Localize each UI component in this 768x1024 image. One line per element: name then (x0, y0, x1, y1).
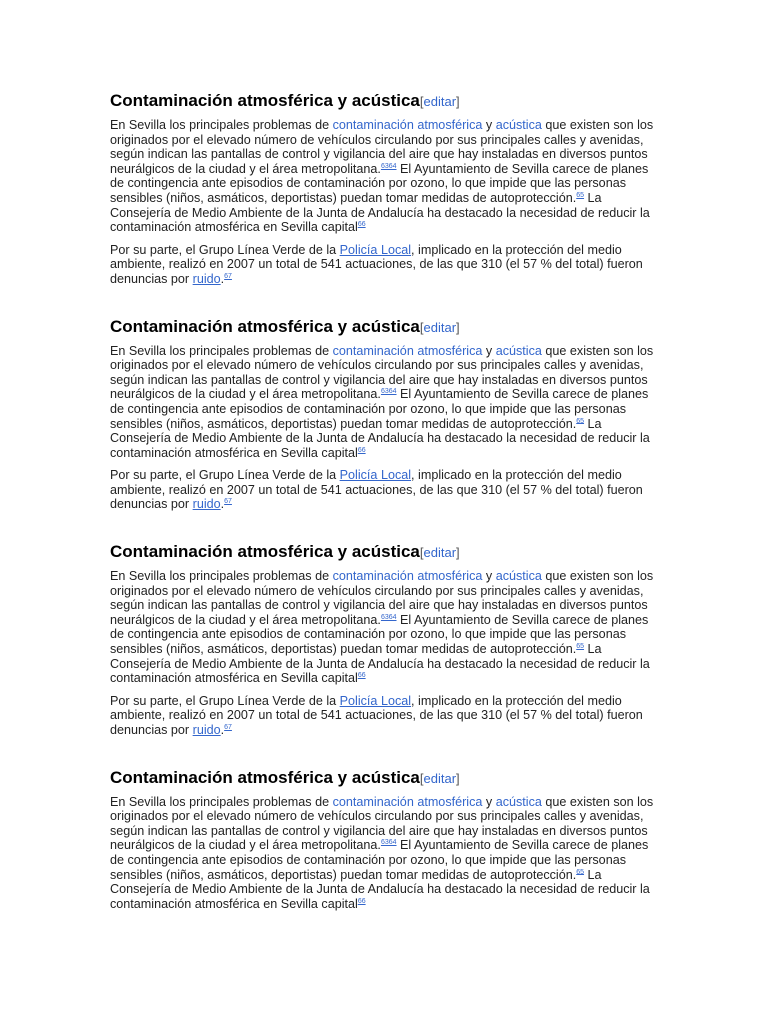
section-title: Contaminación atmosférica y acústica (110, 542, 420, 562)
link-acustica[interactable]: acústica (495, 343, 542, 358)
link-contaminacion-atmosferica[interactable]: contaminación atmosférica (332, 794, 483, 809)
section-heading (110, 541, 662, 563)
reference-marker (358, 672, 366, 679)
link-acustica[interactable]: acústica (495, 118, 542, 132)
paragraph: Por su parte, el Grupo Línea Verde de la Policía Local, implicado en la protección del medio ambiente, realizó en 2007 un total de 541 actuaciones, de las que 310 (el 57 % del total) fueron denuncias por ruido.$^{67}$ (110, 468, 643, 512)
edit-link[interactable]: editar (423, 94, 457, 109)
edit-section: [editar] (419, 770, 460, 786)
section-title: Contaminación atmosférica y acústica (110, 91, 420, 110)
paragraph: En Sevilla los principales problemas de contaminación atmosférica y acústica que existen son los originados por el elevado número de vehículos circulando por sus principales calles y avenidas, según indican las pantallas de control y vigilancia del aire que hay instaladas en diversos puntos neurálgicos de la ciudad y el área metropolitana.$^{6364}$ El Ayuntamiento de Sevilla carece de planes de contingencia ante episodios de contaminación por ozono, lo que impide que las personas sensibles (niños, asmáticos, deportistas) puedan tomar medidas de autoprotección.$^{65}$ La Consejería de Medio Ambiente de la Junta de Andalucía ha destacado la necesidad de reducir la contaminación atmosférica en Sevilla capital$^{66}$ (110, 118, 654, 235)
edit-link[interactable]: editar (423, 770, 457, 786)
link-ruido[interactable]: ruido (192, 271, 221, 286)
reference-link[interactable]: 67 (224, 498, 232, 506)
reference-link[interactable]: 66 (357, 897, 366, 905)
section-heading (110, 90, 662, 112)
reference-marker (358, 447, 366, 454)
link-ruido[interactable]: ruido (192, 497, 221, 512)
section-title: Contaminación atmosférica y acústica (110, 316, 420, 336)
reference-link[interactable]: 6364 (380, 613, 397, 621)
reference-marker (224, 498, 232, 505)
paragraph: En Sevilla los principales problemas de contaminación atmosférica y acústica que existen son los originados por el elevado número de vehículos circulando por sus principales calles y avenidas, según indican las pantallas de control y vigilancia del aire que hay instaladas en diversos puntos neurálgicos de la ciudad y el área metropolitana.$^{6364}$ El Ayuntamiento de Sevilla carece de planes de contingencia ante episodios de contaminación por ozono, lo que impide que las personas sensibles (niños, asmáticos, deportistas) puedan tomar medidas de autoprotección.$^{65}$ La Consejería de Medio Ambiente de la Junta de Andalucía ha destacado la necesidad de reducir la contaminación atmosférica en Sevilla capital$^{66}$ (110, 794, 654, 911)
reference-marker (576, 192, 584, 199)
reference-link[interactable]: 67 (224, 272, 232, 280)
reference-marker (381, 614, 397, 621)
article-body (110, 90, 662, 940)
link-policia-local[interactable]: Policía Local (339, 693, 412, 708)
article-section (110, 90, 662, 287)
paragraph: En Sevilla los principales problemas de contaminación atmosférica y acústica que existen son los originados por el elevado número de vehículos circulando por sus principales calles y avenidas, según indican las pantallas de control y vigilancia del aire que hay instaladas en diversos puntos neurálgicos de la ciudad y el área metropolitana.$^{6364}$ El Ayuntamiento de Sevilla carece de planes de contingencia ante episodios de contaminación por ozono, lo que impide que las personas sensibles (niños, asmáticos, deportistas) puedan tomar medidas de autoprotección.$^{65}$ La Consejería de Medio Ambiente de la Junta de Andalucía ha destacado la necesidad de reducir la contaminación atmosférica en Sevilla capital$^{66}$ (110, 569, 654, 686)
reference-link[interactable]: 66 (357, 672, 366, 680)
reference-marker (358, 221, 366, 228)
article-section (110, 767, 662, 912)
reference-link[interactable]: 65 (576, 868, 585, 876)
reference-marker (576, 643, 584, 650)
link-contaminacion-atmosferica[interactable]: contaminación atmosférica (332, 118, 483, 132)
link-policia-local[interactable]: Policía Local (339, 242, 412, 257)
reference-link[interactable]: 66 (357, 446, 366, 454)
paragraph: En Sevilla los principales problemas de contaminación atmosférica y acústica que existen son los originados por el elevado número de vehículos circulando por sus principales calles y avenidas, según indican las pantallas de control y vigilancia del aire que hay instaladas en diversos puntos neurálgicos de la ciudad y el área metropolitana.$^{6364}$ El Ayuntamiento de Sevilla carece de planes de contingencia ante episodios de contaminación por ozono, lo que impide que las personas sensibles (niños, asmáticos, deportistas) puedan tomar medidas de autoprotección.$^{65}$ La Consejería de Medio Ambiente de la Junta de Andalucía ha destacado la necesidad de reducir la contaminación atmosférica en Sevilla capital$^{66}$ (110, 343, 654, 460)
reference-link[interactable]: 65 (576, 642, 585, 650)
article-section (110, 316, 662, 513)
section-title: Contaminación atmosférica y acústica (110, 767, 420, 787)
reference-marker (381, 388, 397, 395)
edit-section: [editar] (419, 545, 460, 561)
link-contaminacion-atmosferica[interactable]: contaminación atmosférica (332, 343, 483, 358)
reference-link[interactable]: 65 (576, 417, 585, 425)
reference-link[interactable]: 6364 (380, 839, 397, 847)
link-acustica[interactable]: acústica (495, 569, 542, 584)
reference-marker (358, 898, 366, 905)
reference-marker (224, 724, 232, 731)
edit-section: [editar] (419, 94, 460, 109)
section-heading (110, 767, 662, 789)
reference-marker (576, 868, 584, 875)
reference-link[interactable]: 6364 (380, 162, 397, 170)
article-section (110, 541, 662, 738)
edit-link[interactable]: editar (423, 545, 457, 561)
reference-link[interactable]: 6364 (380, 388, 397, 396)
paragraph: Por su parte, el Grupo Línea Verde de la Policía Local, implicado en la protección del medio ambiente, realizó en 2007 un total de 541 actuaciones, de las que 310 (el 57 % del total) fueron denuncias por ruido.$^{67}$ (110, 242, 643, 286)
reference-marker (576, 417, 584, 424)
link-policia-local[interactable]: Policía Local (339, 468, 412, 483)
edit-section: [editar] (419, 319, 460, 335)
reference-marker (381, 839, 397, 846)
link-acustica[interactable]: acústica (495, 794, 542, 809)
reference-link[interactable]: 65 (576, 191, 585, 199)
edit-link[interactable]: editar (423, 319, 457, 335)
paragraph: Por su parte, el Grupo Línea Verde de la Policía Local, implicado en la protección del medio ambiente, realizó en 2007 un total de 541 actuaciones, de las que 310 (el 57 % del total) fueron denuncias por ruido.$^{67}$ (110, 693, 643, 737)
section-heading (110, 316, 662, 338)
link-contaminacion-atmosferica[interactable]: contaminación atmosférica (332, 569, 483, 584)
reference-marker (224, 273, 232, 280)
link-ruido[interactable]: ruido (192, 723, 221, 737)
reference-link[interactable]: 66 (357, 220, 366, 228)
reference-link[interactable]: 67 (224, 723, 232, 731)
reference-marker (381, 163, 397, 170)
